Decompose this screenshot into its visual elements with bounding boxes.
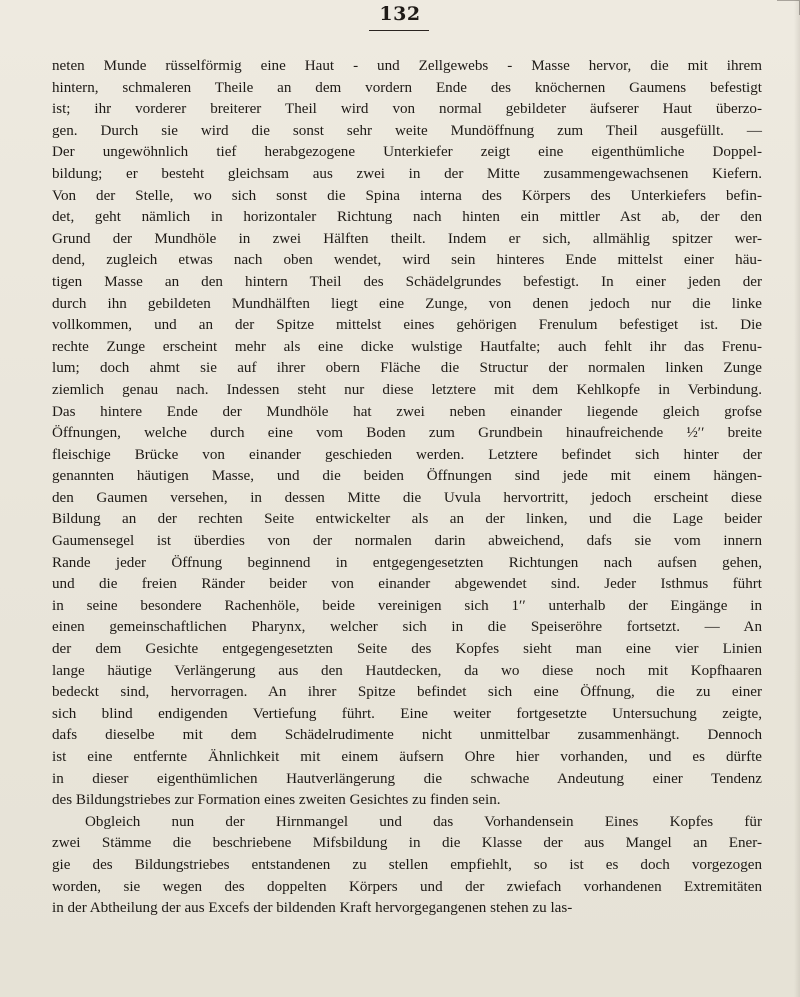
text-line: in seine besondere Rachenhöle, beide vereinigen sich 1′′ unterhalb der Eingänge in <box>52 597 762 614</box>
text-line: hintern, schmaleren Theile an dem vordern Ende des knöchernen Gaumens befestigt <box>52 79 762 96</box>
text-line: Öffnungen, welche durch eine vom Boden zum Grundbein hinaufreichende ½′′ breite <box>52 425 762 442</box>
text-line: Gaumensegel ist überdies von der normalen darin abweichend, dafs sie vom innern <box>52 533 762 550</box>
text-line: durch ihn gebildeten Mundhälften liegt eine Zunge, von denen jedoch nur die linke <box>52 295 762 312</box>
text-line: gie des Bildungstriebes entstandenen zu stellen empfiehlt, so ist es doch vorgezogen <box>52 856 762 873</box>
text-line: einen gemeinschaftlichen Pharynx, welcher sich in die Speiseröhre fortsetzt. — An <box>52 619 762 636</box>
text-line: worden, sie wegen des doppelten Körpers und der zwiefach vorhandenen Extremitäten <box>52 878 762 895</box>
text-line: den Gaumen versehen, in dessen Mitte die Uvula hervortritt, jedoch erscheint diese <box>52 489 762 506</box>
text-line: dafs dieselbe mit dem Schädelrudimente nicht unmittelbar zusammenhängt. Dennoch <box>52 727 762 744</box>
text-line: vollkommen, und an der Spitze mittelst eines gehörigen Frenulum befestiget ist. Die <box>52 317 762 334</box>
text-line: ziemlich genau nach. Indessen steht nur diese letztere mit dem Kehlkopfe in Verbindung. <box>52 381 762 398</box>
text-line: neten Munde rüsselförmig eine Haut - und Zellgewebs - Masse hervor, die mit ihrem <box>52 58 762 74</box>
text-line: in dieser eigenthümlichen Hautverlängerung die schwache Andeutung einer Tendenz <box>52 770 762 787</box>
text-line: Grund der Mundhöle in zwei Hälften theilt. Indem er sich, allmählig spitzer wer- <box>52 230 762 247</box>
text-line: gen. Durch sie wird die sonst sehr weite Mundöffnung zum Theil ausgefüllt. — <box>52 122 762 139</box>
text-line: bedeckt sind, hervorragen. An ihrer Spitze befindet sich eine Öffnung, die zu einer <box>52 684 762 701</box>
text-line: ist; ihr vorderer breiterer Theil wird von normal gebildeter äufserer Haut überzo- <box>52 101 762 118</box>
text-line: Von der Stelle, wo sich sonst die Spina interna des Körpers des Unterkiefers befin- <box>52 187 762 204</box>
text-line: der dem Gesichte entgegengesetzten Seite des Kopfes sieht man eine vier Linien <box>52 641 762 658</box>
text-line: bildung; er besteht gleichsam aus zwei in der Mitte zusammengewachsenen Kiefern. <box>52 165 762 182</box>
text-line: zwei Stämme die beschriebene Mifsbildung in die Klasse der aus Mangel an Ener- <box>52 835 762 852</box>
text-line: lange häutige Verlängerung aus den Hautdecken, da wo diese noch mit Kopfhaaren <box>52 662 762 679</box>
text-line: genannten häutigen Masse, und die beiden Öffnungen sind jede mit einem hängen- <box>52 468 762 485</box>
text-line: tigen Masse an den hintern Theil des Schädelgrundes befestigt. In einer jeden der <box>52 273 762 290</box>
text-line: Der ungewöhnlich tief herabgezogene Unterkiefer zeigt eine eigenthümliche Doppel- <box>52 144 762 161</box>
text-line: rechte Zunge erscheint mehr als eine dicke wulstige Hautfalte; auch fehlt ihr das Frenu- <box>52 338 762 355</box>
text-line: Bildung an der rechten Seite entwickelter als an der linken, und die Lage beider <box>52 511 762 528</box>
text-line: sich blind endigenden Vertiefung führt. Eine weiter fortgesetzte Untersuchung zeigte, <box>52 705 762 722</box>
page-edge-shadow <box>794 0 800 997</box>
text-line: Rande jeder Öffnung beginnend in entgegengesetzten Richtungen nach aufsen gehen, <box>52 554 762 571</box>
text-line: und die freien Ränder beider von einander abgewendet sind. Jeder Isthmus führt <box>52 576 762 593</box>
text-line: det, geht nämlich in horizontaler Richtung nach hinten ein mittler Ast ab, der den <box>52 209 762 226</box>
text-line: Das hintere Ende der Mundhöle hat zwei neben einander liegende gleich grofse <box>52 403 762 420</box>
text-line: Obgleich nun der Hirnmangel und das Vorhandensein Eines Kopfes für <box>85 813 762 830</box>
text-line: fleischige Brücke von einander geschieden werden. Letztere befindet sich hinter der <box>52 446 762 463</box>
text-line: des Bildungstriebes zur Formation eines zweiten Gesichtes zu finden sein. <box>52 792 501 809</box>
body-text <box>52 56 762 920</box>
page-number: 132 <box>379 3 421 25</box>
text-line: ist eine entfernte Ähnlichkeit mit einem äufsern Ohre hier vorhanden, und es dürfte <box>52 749 762 765</box>
text-line: lum; doch ahmt sie auf ihrer obern Fläche die Structur der normalen linken Zunge <box>52 360 762 377</box>
page-number-underline <box>369 30 429 31</box>
text-line: in der Abtheilung der aus Excefs der bildenden Kraft hervorgegangenen stehen zu las- <box>52 900 573 917</box>
text-line: dend, zugleich etwas nach oben wendet, wird sein hinteres Ende mittelst einer häu- <box>52 252 762 269</box>
